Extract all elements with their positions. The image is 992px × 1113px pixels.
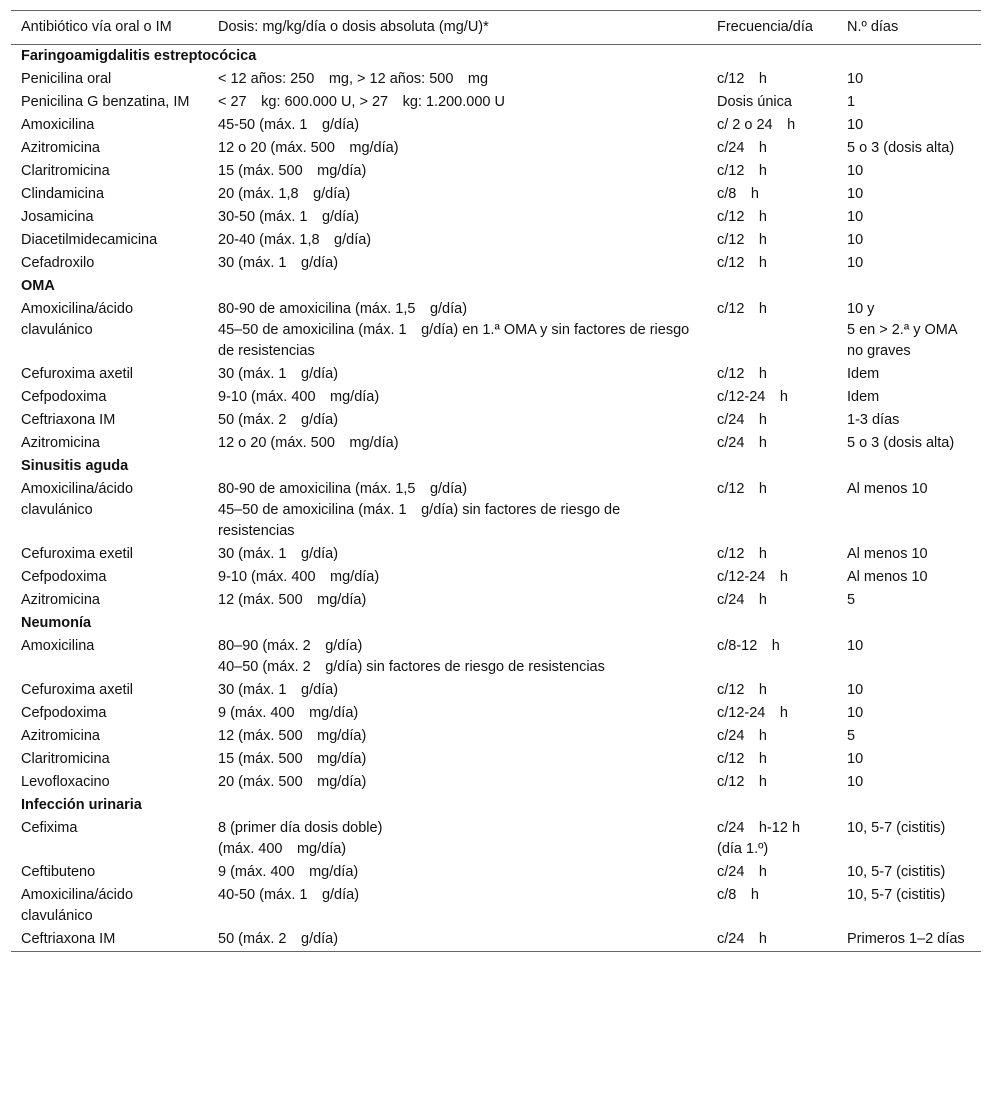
- days-cell: Idem: [847, 389, 880, 405]
- table-row: [11, 363, 981, 386]
- table-row: [11, 771, 981, 794]
- header-dose: Dosis: mg/kg/día o dosis absoluta (mg/U)*: [218, 19, 489, 35]
- dose-line: 40–50 (máx. 2 g/día) sin factores de riesgo de resistencias: [218, 659, 605, 675]
- dose-line: < 12 años: 250 mg, > 12 años: 500 mg: [218, 71, 489, 87]
- dose-line: 30 (máx. 1 g/día): [218, 546, 339, 562]
- dose-cell: [208, 928, 707, 952]
- frequency-cell: c/24 h: [717, 412, 767, 428]
- days-cell: 10: [847, 255, 864, 271]
- table-row: [11, 183, 981, 206]
- table-row: [11, 409, 981, 432]
- dose-line: 9 (máx. 400 mg/día): [218, 705, 359, 721]
- antibiotic-name: Amoxicilina: [21, 638, 95, 654]
- header-row: [11, 11, 981, 45]
- antibiotic-name: Cefpodoxima: [21, 569, 107, 585]
- frequency-cell: c/12 h: [717, 209, 767, 225]
- dose-cell: [208, 206, 707, 229]
- table-row: [11, 252, 981, 275]
- days-cell: Al menos 10: [847, 546, 928, 562]
- days-cell: Al menos 10: [847, 481, 928, 497]
- dose-line: 50 (máx. 2 g/día): [218, 931, 339, 947]
- days-cell: Primeros 1–2 días: [847, 931, 965, 947]
- frequency-cell: c/24 h: [717, 140, 767, 156]
- antibiotic-table-container: [11, 10, 981, 952]
- dose-line: 30 (máx. 1 g/día): [218, 682, 339, 698]
- section-title: Faringoamigdalitis estreptocócica: [21, 48, 257, 64]
- dose-cell: [208, 589, 707, 612]
- antibiotic-name: Cefpodoxima: [21, 389, 107, 405]
- frequency-cell: c/12 h: [717, 366, 767, 382]
- days-cell: 5 o 3 (dosis alta): [847, 140, 955, 156]
- antibiotic-name: Cefadroxilo: [21, 255, 95, 271]
- table-row: [11, 298, 981, 363]
- frequency-cell: c/12 h: [717, 751, 767, 767]
- frequency-cell: c/24 h: [717, 864, 767, 880]
- days-cell: 10: [847, 186, 864, 202]
- days-cell: 10: [847, 682, 864, 698]
- antibiotic-name: Claritromicina: [21, 163, 110, 179]
- table-row: [11, 206, 981, 229]
- days-cell: 10 y 5 en > 2.ª y OMA no graves: [847, 301, 957, 359]
- antibiotic-name: Cefixima: [21, 820, 78, 836]
- antibiotic-name: Penicilina G benzatina, IM: [21, 94, 190, 110]
- section-title: Neumonía: [21, 615, 92, 631]
- table-row: [11, 432, 981, 455]
- dose-line: 9 (máx. 400 mg/día): [218, 864, 359, 880]
- section-title: OMA: [21, 278, 55, 294]
- dose-cell: [208, 229, 707, 252]
- days-cell: 10, 5-7 (cistitis): [847, 820, 946, 836]
- frequency-cell: c/8 h: [717, 186, 759, 202]
- table-row: [11, 543, 981, 566]
- days-cell: 10: [847, 232, 864, 248]
- dose-cell: [208, 748, 707, 771]
- dose-cell: [208, 679, 707, 702]
- frequency-cell: c/12-24 h: [717, 705, 788, 721]
- dose-line: 12 o 20 (máx. 500 mg/día): [218, 435, 399, 451]
- header-antibiotic: Antibiótico vía oral o IM: [21, 19, 172, 35]
- dose-line: < 27 kg: 600.000 U, > 27 kg: 1.200.000 U: [218, 94, 505, 110]
- frequency-cell: c/12-24 h: [717, 569, 788, 585]
- days-cell: 10: [847, 705, 864, 721]
- frequency-cell: c/12 h: [717, 301, 767, 317]
- dose-line: 20-40 (máx. 1,8 g/día): [218, 232, 372, 248]
- antibiotic-name: Cefuroxima exetil: [21, 546, 134, 562]
- table-row: [11, 702, 981, 725]
- dose-line: 30-50 (máx. 1 g/día): [218, 209, 360, 225]
- days-cell: 10: [847, 117, 864, 133]
- dose-cell: [208, 91, 707, 114]
- frequency-cell: c/12 h: [717, 232, 767, 248]
- table-row: [11, 386, 981, 409]
- frequency-cell: c/12 h: [717, 71, 767, 87]
- dose-line: 40-50 (máx. 1 g/día): [218, 887, 360, 903]
- dose-line: 20 (máx. 1,8 g/día): [218, 186, 351, 202]
- section-title: Infección urinaria: [21, 797, 142, 813]
- header-frequency: Frecuencia/día: [717, 19, 813, 35]
- dose-line: 12 (máx. 500 mg/día): [218, 592, 367, 608]
- antibiotic-name: Amoxicilina: [21, 117, 95, 133]
- frequency-cell: c/24 h: [717, 592, 767, 608]
- antibiotic-name: Amoxicilina/ácido clavulánico: [21, 481, 134, 518]
- days-cell: 10: [847, 638, 864, 654]
- dose-line: 45-50 (máx. 1 g/día): [218, 117, 360, 133]
- header-days: N.º días: [847, 19, 899, 35]
- dose-line: 8 (primer día dosis doble): [218, 820, 383, 836]
- table-row: [11, 928, 981, 952]
- section-row: [11, 45, 981, 69]
- dose-line: 12 (máx. 500 mg/día): [218, 728, 367, 744]
- table-row: [11, 478, 981, 543]
- dose-cell: [208, 566, 707, 589]
- antibiotic-name: Claritromicina: [21, 751, 110, 767]
- dose-cell: [208, 68, 707, 91]
- section-title: Sinusitis aguda: [21, 458, 129, 474]
- table-row: [11, 679, 981, 702]
- dose-line: 15 (máx. 500 mg/día): [218, 163, 367, 179]
- antibiotic-name: Ceftriaxona IM: [21, 412, 116, 428]
- dose-cell: [208, 771, 707, 794]
- dose-cell: [208, 409, 707, 432]
- frequency-cell: c/24 h: [717, 728, 767, 744]
- dose-line: 50 (máx. 2 g/día): [218, 412, 339, 428]
- table-row: [11, 725, 981, 748]
- table-row: [11, 566, 981, 589]
- antibiotic-name: Ceftriaxona IM: [21, 931, 116, 947]
- dose-line: 9-10 (máx. 400 mg/día): [218, 389, 380, 405]
- days-cell: 10: [847, 209, 864, 225]
- table-row: [11, 68, 981, 91]
- days-cell: 5: [847, 728, 856, 744]
- section-row: [11, 455, 981, 478]
- antibiotic-name: Amoxicilina/ácido clavulánico: [21, 301, 134, 338]
- dose-line: 80-90 de amoxicilina (máx. 1,5 g/día): [218, 481, 468, 497]
- days-cell: 10, 5-7 (cistitis): [847, 864, 946, 880]
- antibiotic-name: Cefuroxima axetil: [21, 682, 134, 698]
- frequency-cell: c/12-24 h: [717, 389, 788, 405]
- dose-cell: [208, 725, 707, 748]
- frequency-cell: c/12 h: [717, 163, 767, 179]
- section-row: [11, 275, 981, 298]
- section-row: [11, 794, 981, 817]
- frequency-cell: c/ 2 o 24 h: [717, 117, 796, 133]
- days-cell: Idem: [847, 366, 880, 382]
- frequency-cell: c/24 h: [717, 435, 767, 451]
- table-row: [11, 91, 981, 114]
- dose-cell: [208, 137, 707, 160]
- antibiotic-name: Ceftibuteno: [21, 864, 96, 880]
- antibiotic-name: Levofloxacino: [21, 774, 110, 790]
- frequency-cell: c/8 h: [717, 887, 759, 903]
- frequency-cell: c/12 h: [717, 255, 767, 271]
- days-cell: 10: [847, 71, 864, 87]
- table-row: [11, 137, 981, 160]
- frequency-cell: Dosis única: [717, 94, 792, 110]
- antibiotic-name: Amoxicilina/ácido clavulánico: [21, 887, 134, 924]
- dose-cell: [208, 114, 707, 137]
- antibiotic-name: Azitromicina: [21, 435, 100, 451]
- dose-line: 20 (máx. 500 mg/día): [218, 774, 367, 790]
- antibiotic-name: Azitromicina: [21, 592, 100, 608]
- dose-line: 12 o 20 (máx. 500 mg/día): [218, 140, 399, 156]
- frequency-cell: c/12 h: [717, 774, 767, 790]
- table-row: [11, 114, 981, 137]
- antibiotic-name: Josamicina: [21, 209, 94, 225]
- days-cell: 10: [847, 774, 864, 790]
- days-cell: 1: [847, 94, 856, 110]
- frequency-cell: c/12 h: [717, 546, 767, 562]
- dose-cell: [208, 298, 707, 363]
- table-header: [11, 11, 981, 45]
- days-cell: Al menos 10: [847, 569, 928, 585]
- days-cell: 1-3 días: [847, 412, 900, 428]
- dose-line: 45–50 de amoxicilina (máx. 1 g/día) sin factores de riesgo de resistencias: [218, 502, 621, 539]
- dose-line: 15 (máx. 500 mg/día): [218, 751, 367, 767]
- dose-cell: [208, 478, 707, 543]
- dose-line: 9-10 (máx. 400 mg/día): [218, 569, 380, 585]
- dose-cell: [208, 884, 707, 928]
- dose-line: 45–50 de amoxicilina (máx. 1 g/día) en 1.ª OMA y sin factores de riesgo de resistencias: [218, 322, 690, 359]
- antibiotic-name: Clindamicina: [21, 186, 105, 202]
- antibiotic-name: Azitromicina: [21, 140, 100, 156]
- frequency-cell: c/12 h: [717, 682, 767, 698]
- section-row: [11, 612, 981, 635]
- table-row: [11, 884, 981, 928]
- dose-line: 80–90 (máx. 2 g/día): [218, 638, 363, 654]
- dose-cell: [208, 432, 707, 455]
- dose-cell: [208, 702, 707, 725]
- table-body: [11, 45, 981, 952]
- table-row: [11, 589, 981, 612]
- dose-cell: [208, 635, 707, 679]
- table-row: [11, 861, 981, 884]
- frequency-cell: c/8-12 h: [717, 638, 780, 654]
- dose-line: (máx. 400 mg/día): [218, 841, 347, 857]
- antibiotic-name: Diacetilmidecamicina: [21, 232, 158, 248]
- dose-line: 80-90 de amoxicilina (máx. 1,5 g/día): [218, 301, 468, 317]
- dose-line: 30 (máx. 1 g/día): [218, 255, 339, 271]
- table-row: [11, 817, 981, 861]
- dose-cell: [208, 252, 707, 275]
- days-cell: 10, 5-7 (cistitis): [847, 887, 946, 903]
- dose-cell: [208, 543, 707, 566]
- dose-cell: [208, 363, 707, 386]
- days-cell: 10: [847, 751, 864, 767]
- dose-cell: [208, 386, 707, 409]
- frequency-cell: c/24 h-12 h (día 1.º): [717, 820, 801, 857]
- table-row: [11, 748, 981, 771]
- days-cell: 10: [847, 163, 864, 179]
- days-cell: 5 o 3 (dosis alta): [847, 435, 955, 451]
- days-cell: 5: [847, 592, 856, 608]
- frequency-cell: c/24 h: [717, 931, 767, 947]
- table-row: [11, 229, 981, 252]
- antibiotic-name: Azitromicina: [21, 728, 100, 744]
- dose-cell: [208, 861, 707, 884]
- table-row: [11, 635, 981, 679]
- dose-cell: [208, 160, 707, 183]
- antibiotic-name: Penicilina oral: [21, 71, 112, 87]
- dose-cell: [208, 183, 707, 206]
- frequency-cell: c/12 h: [717, 481, 767, 497]
- antibiotic-name: Cefuroxima axetil: [21, 366, 134, 382]
- dose-line: 30 (máx. 1 g/día): [218, 366, 339, 382]
- antibiotic-name: Cefpodoxima: [21, 705, 107, 721]
- antibiotic-dosage-table: [11, 10, 981, 952]
- dose-cell: [208, 817, 707, 861]
- table-row: [11, 160, 981, 183]
